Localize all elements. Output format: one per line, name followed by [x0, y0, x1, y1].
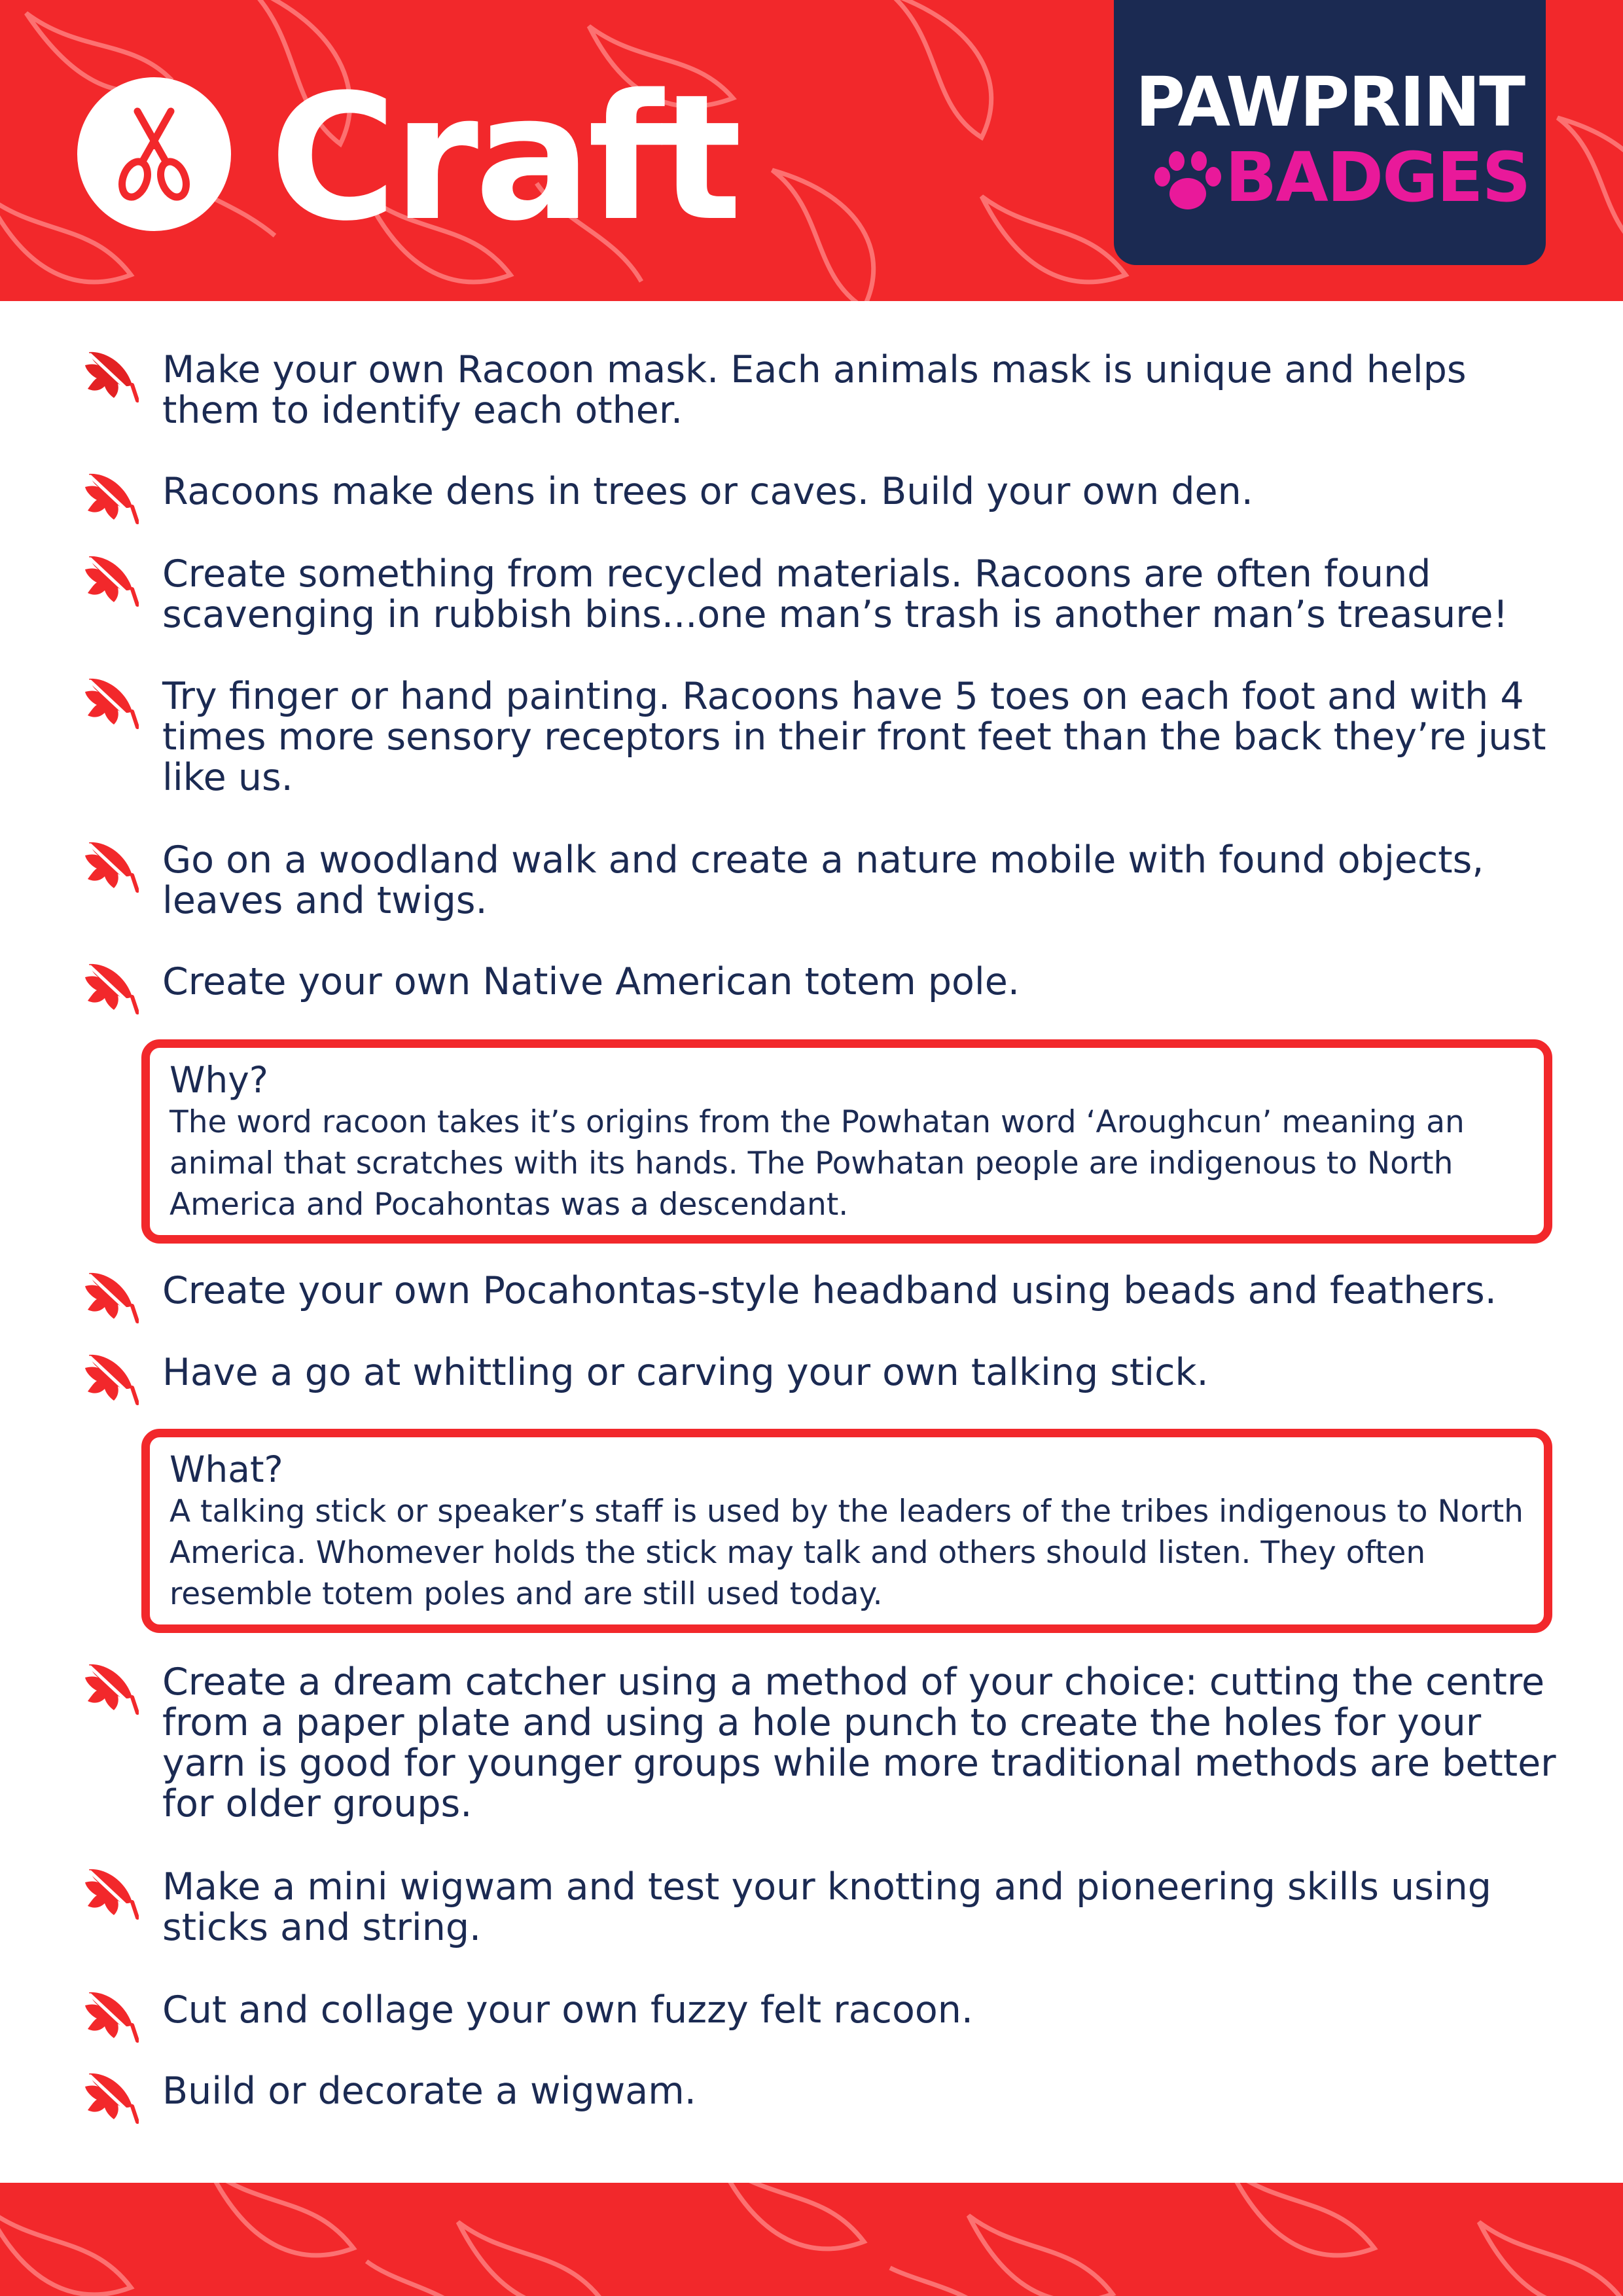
brand-line-1: PAWPRINT: [1135, 62, 1525, 142]
page-title: Craft: [270, 58, 738, 259]
list-item-text: Build or decorate a wigwam.: [162, 2070, 696, 2113]
paw-icon: [1152, 149, 1224, 215]
list-item-text: Cut and collage your own fuzzy felt racoon.: [162, 1988, 973, 2032]
list-item-text: Make your own Racoon mask. Each animals mask is unique and helps them to identify each other.: [162, 348, 1467, 432]
brand-line-2: BADGES: [1225, 137, 1530, 217]
what-body: A talking stick or speaker’s staff is used by the leaders of the tribes indigenous to North America. Whomever holds the stick may talk and others should listen. They often resemble totem poles and are still used today.: [169, 1494, 1524, 1612]
brand-line-2-wrap: [1152, 135, 1530, 220]
why-box: [141, 1039, 1552, 1244]
leaf-icon: [80, 836, 139, 895]
leaf-icon: [80, 1863, 139, 1922]
leaf-icon: [80, 467, 139, 526]
list-item-text: Go on a woodland walk and create a nature mobile with found objects, leaves and twigs.: [162, 838, 1484, 922]
footer-banner: [0, 2183, 1623, 2296]
leaf-icon: [80, 672, 139, 731]
header-banner: [0, 0, 1623, 301]
leaf-icon: [80, 1266, 139, 1325]
list-item-text: Create your own Native American totem pole.: [162, 960, 1020, 1003]
list-item-text: Have a go at whittling or carving your own talking stick.: [162, 1351, 1209, 1394]
list-item-text: Make a mini wigwam and test your knotting and pioneering skills using sticks and string.: [162, 1865, 1491, 1949]
leaf-icon: [80, 550, 139, 609]
list-item-text: Create your own Pocahontas-style headband using beads and feathers.: [162, 1269, 1497, 1312]
pawprint-badges-logo: [1114, 0, 1546, 265]
leaf-icon: [80, 958, 139, 1016]
leaf-icon: [80, 1348, 139, 1407]
list-item-text: Create a dream catcher using a method of your choice: cutting the centre from a paper plate and using a hole punch to create the holes for your yarn is good for younger groups while more traditional methods are better for older groups.: [162, 1660, 1556, 1825]
why-body: The word racoon takes it’s origins from the Powhatan word ‘Aroughcun’ meaning an animal that scratches with its hands. The Powhatan people are indigenous to North America and Pocahontas was a descendant.: [169, 1104, 1465, 1223]
scissors-icon: [77, 77, 231, 231]
list-item-text: Create something from recycled materials. Racoons are often found scavenging in rubbish bins...one man’s trash is another man’s treasure!: [162, 552, 1508, 636]
what-box: [141, 1429, 1552, 1633]
leaf-icon: [80, 2067, 139, 2126]
leaf-icon: [80, 346, 139, 404]
list-item-text: Racoons make dens in trees or caves. Build your own den.: [162, 470, 1253, 513]
scissors-logo: [77, 77, 231, 231]
why-title: Why?: [169, 1059, 268, 1101]
leaf-icon: [80, 1658, 139, 1717]
leaf-icon: [80, 1986, 139, 2045]
leaf-pattern: [0, 2183, 1623, 2296]
list-item-text: Try finger or hand painting. Racoons have 5 toes on each foot and with 4 times more sensory receptors in their front feet than the back they’re just like us.: [162, 675, 1546, 799]
what-title: What?: [169, 1448, 283, 1490]
